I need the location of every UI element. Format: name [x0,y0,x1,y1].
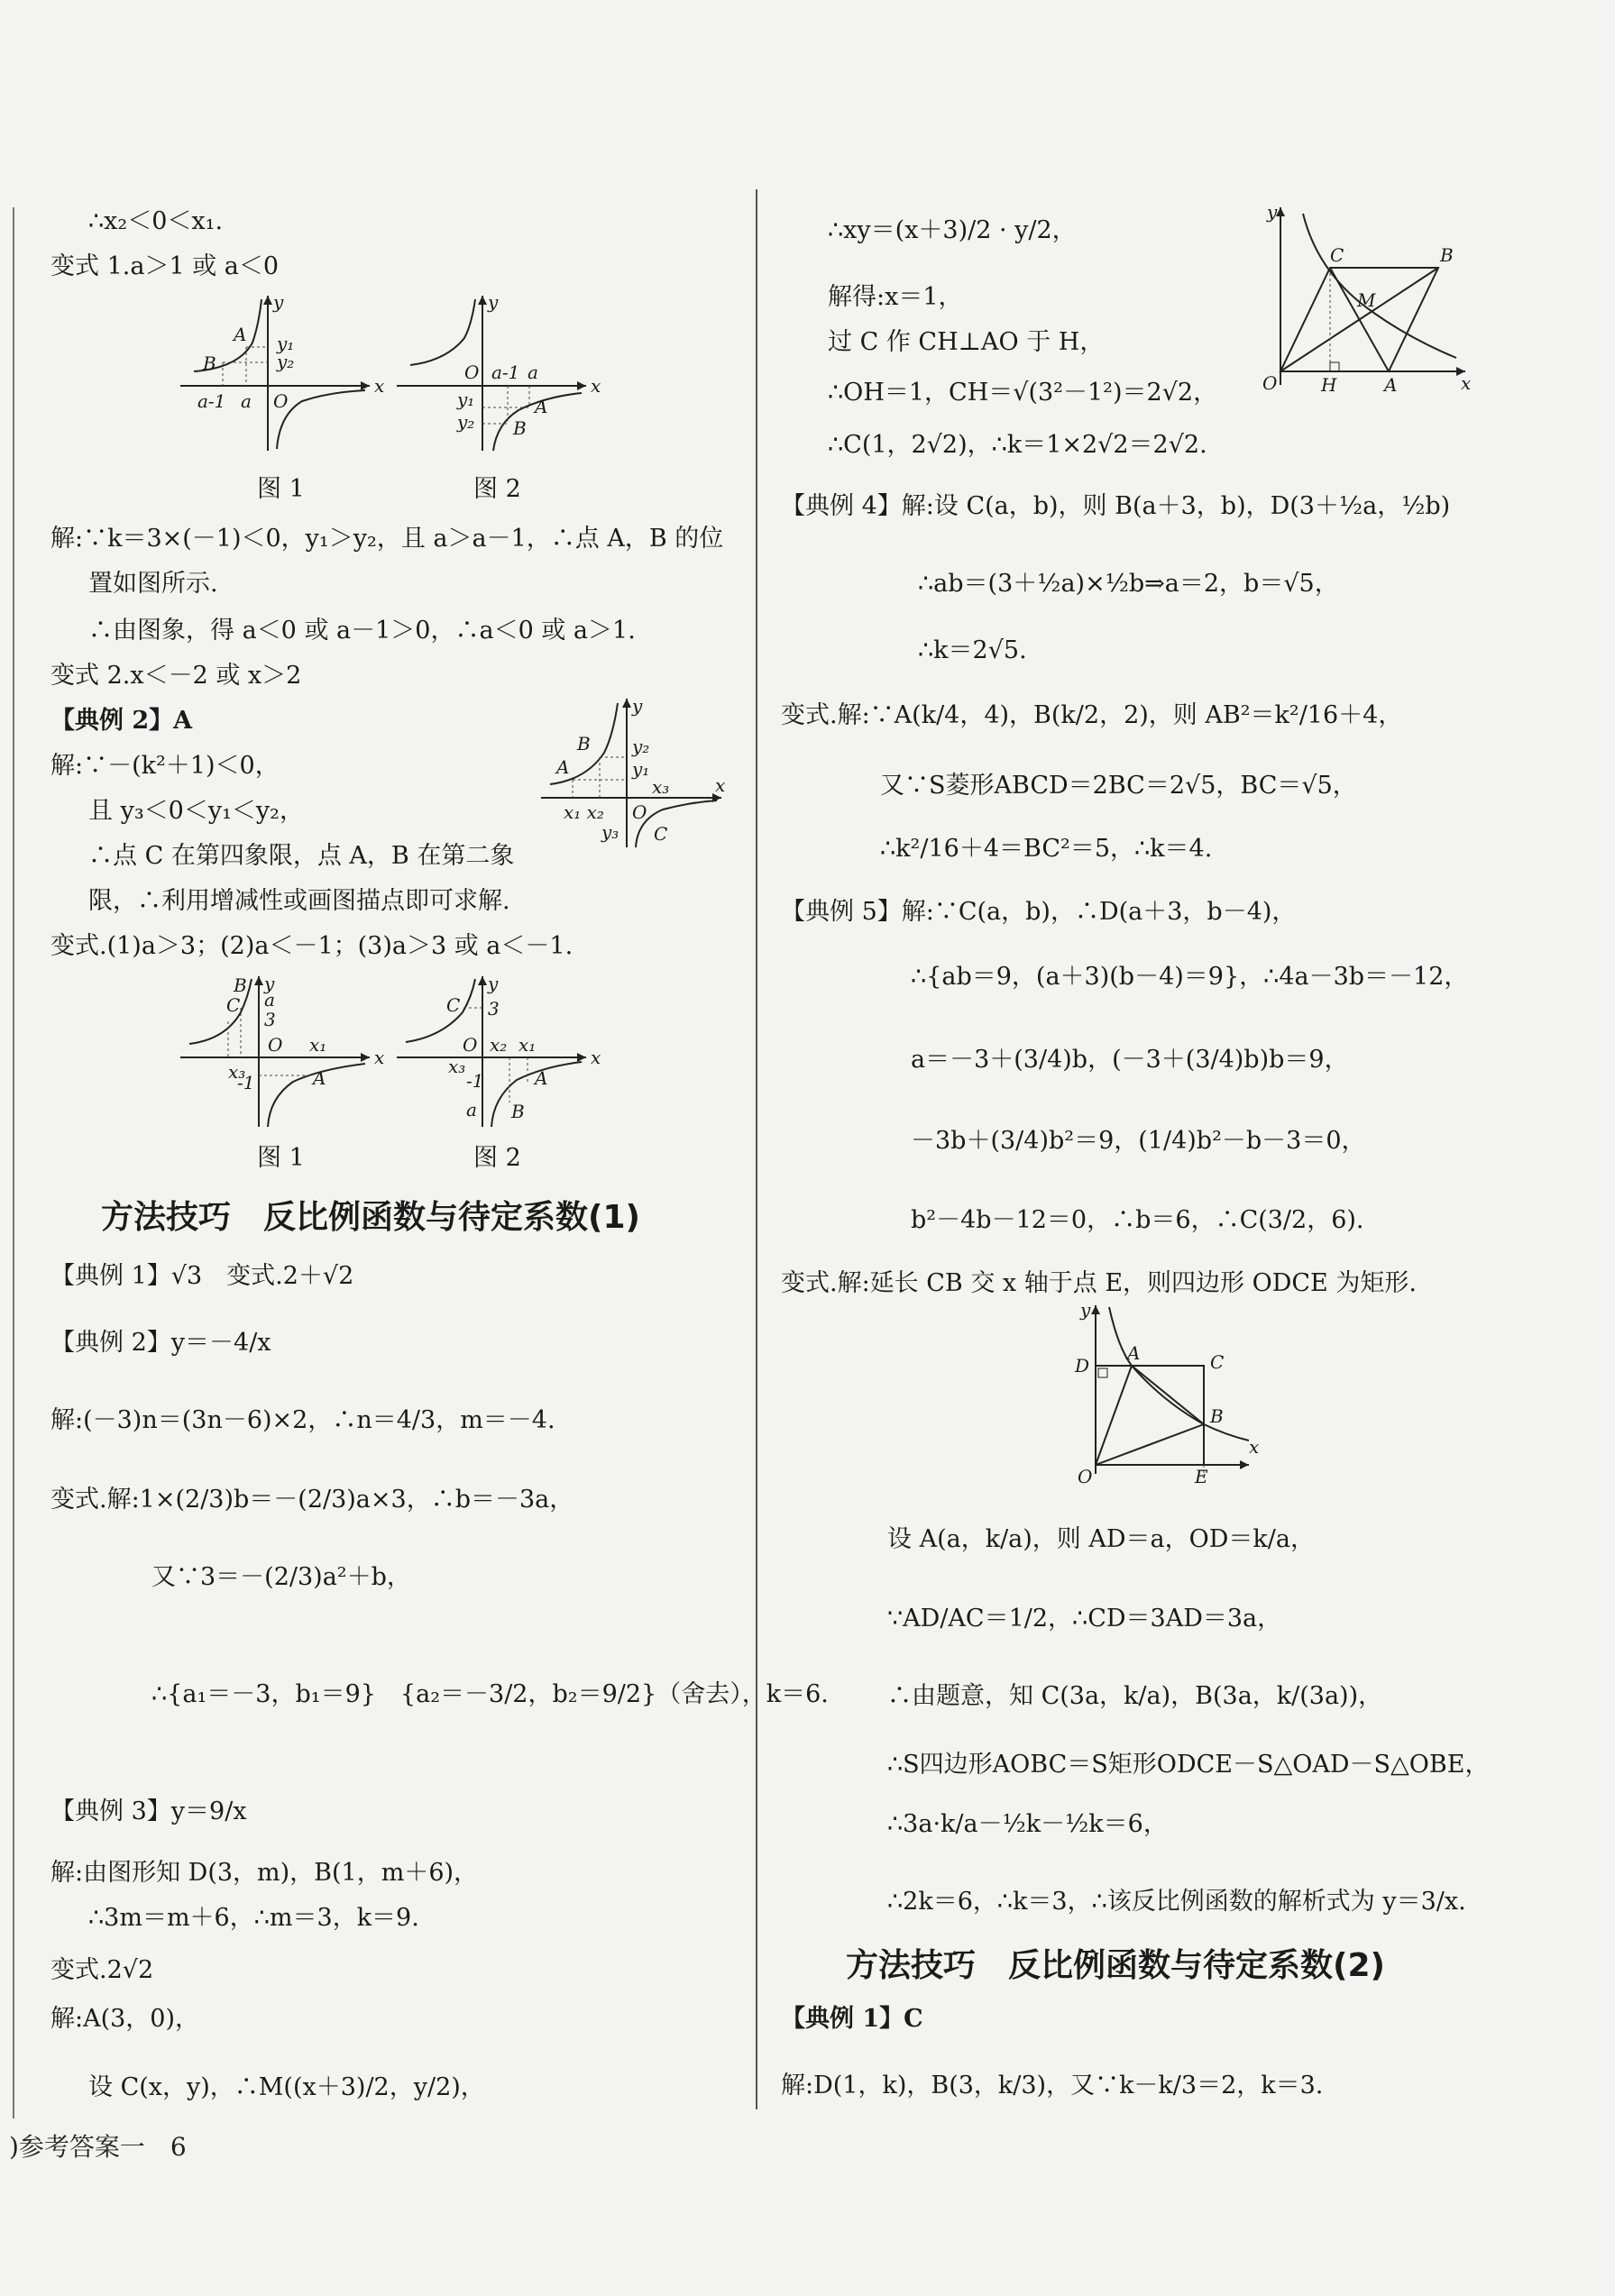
svg-text:A: A [556,756,570,778]
svg-text:A: A [535,1067,548,1089]
svg-text:-1: -1 [466,1070,484,1092]
text-line: 又∵3＝－(2/3)a²＋b， [151,1563,411,1591]
svg-text:O: O [273,390,289,412]
svg-text:C: C [226,994,241,1016]
example-heading: 【典例 2】A [50,707,193,735]
figure-rhombus [1240,200,1474,407]
svg-text:a: a [528,361,538,383]
svg-text:y₂: y₂ [457,411,475,433]
svg-text:3: 3 [264,1009,276,1030]
svg-text:3: 3 [488,998,500,1020]
figure-caption: 图 1 [257,475,305,503]
text-line: 变式.2√2 [50,1956,154,1984]
svg-text:B: B [1440,244,1454,266]
example-heading: 【典例 1】C [781,2005,923,2033]
example-heading: 【典例 1】√3 变式.2＋√2 [50,1262,354,1290]
svg-text:x: x [591,1047,601,1068]
svg-text:O: O [463,1034,478,1056]
text-line: 变式.解:∵A(k/4，4)，B(k/2，2)，则 AB²＝k²/16＋4， [781,701,1403,729]
svg-text:A: A [1127,1342,1141,1364]
text-line: ∵AD/AC＝1/2，∴CD＝3AD＝3a， [887,1605,1282,1633]
text-line: ∴{a₁＝－3，b₁＝9} {a₂＝－3/2，b₂＝9/2}（舍去），k＝6. [151,1680,829,1708]
text-line: 且 y₃＜0＜y₁＜y₂， [88,797,304,825]
svg-text:A: A [1384,374,1398,396]
figure-hyperbola-2 [392,288,600,455]
text-line: ∴C(1，2√2)，∴k＝1×2√2＝2√2. [828,431,1207,459]
figure-caption: 图 2 [473,1144,521,1172]
text-line: ∴{ab＝9，(a＋3)(b－4)＝9}，∴4a－3b＝－12， [911,963,1469,991]
svg-text:D: D [1075,1355,1090,1377]
text-line: ∴k＝2√5. [918,636,1027,664]
figure-caption: 图 1 [257,1144,305,1172]
text-line: 解:(－3)n＝(3n－6)×2，∴n＝4/3，m＝－4. [50,1406,555,1434]
svg-text:y₂: y₂ [632,736,650,757]
text-line: ∴3m＝m＋6，∴m＝3，k＝9. [88,1904,419,1932]
figure-caption: 图 2 [473,475,521,503]
svg-text:-1: -1 [237,1072,255,1093]
svg-text:x₃: x₃ [228,1061,246,1083]
text-line: 又∵S菱形ABCD＝2BC＝2√5，BC＝√5， [880,772,1357,800]
text-line: 限，∴利用增减性或画图描点即可求解. [88,887,510,915]
text-line: 解:由图形知 D(3，m)，B(1，m＋6)， [50,1859,479,1887]
svg-text:B: B [234,974,247,996]
svg-text:C: C [1210,1351,1225,1373]
text-line: 解:∵－(k²＋1)＜0， [50,752,280,780]
example-heading: 【典例 3】y＝9/x [50,1797,247,1825]
text-line: 设 C(x，y)，∴M((x＋3)/2，y/2)， [88,2073,485,2101]
example-heading: 【典例 2】y＝－4/x [50,1329,271,1357]
left-margin-rule [13,207,14,2118]
svg-text:A: A [535,396,548,417]
svg-text:O: O [268,1034,283,1056]
figure-hyperbola-1 [176,288,383,455]
text-line: 变式 2.x＜－2 或 x＞2 [50,662,302,690]
page-footer: )参考答案一 6 [9,2132,187,2162]
svg-text:x: x [715,774,726,796]
text-line: ∴由图象，得 a＜0 或 a－1＞0，∴a＜0 或 a＞1. [88,617,636,645]
svg-text:A: A [313,1067,326,1089]
svg-text:x₁: x₁ [518,1034,537,1056]
section-heading: 方法技巧 反比例函数与待定系数(2) [846,1947,1385,1984]
text-line: 变式.(1)a＞3；(2)a＜－1；(3)a＞3 或 a＜－1. [50,932,574,960]
text-line: 解:A(3，0)， [50,2005,200,2033]
text-line: 置如图所示. [88,570,218,598]
svg-text:x₂: x₂ [490,1034,508,1056]
text-line: 设 A(a，k/a)，则 AD＝a，OD＝k/a， [887,1525,1315,1553]
text-line: ∴3a·k/a－½k－½k＝6， [887,1810,1168,1838]
figure-variant-1 [176,972,383,1130]
text-line: －3b＋(3/4)b²＝9，(1/4)b²－b－3＝0， [911,1127,1366,1155]
svg-text:x: x [1249,1436,1260,1458]
svg-text:y: y [488,291,499,313]
svg-text:C: C [1330,244,1344,266]
text-line: 变式 1.a＞1 或 a＜0 [50,252,280,280]
text-line: ∴S四边形AOBC＝S矩形ODCE－S△OAD－S△OBE， [887,1751,1490,1779]
svg-text:y: y [488,973,499,994]
svg-text:a: a [466,1099,477,1121]
svg-text:y: y [273,291,284,313]
svg-text:A: A [234,324,247,345]
svg-text:x: x [374,375,385,397]
svg-text:x: x [1461,372,1472,394]
text-line: 解:∵k＝3×(－1)＜0，y₁＞y₂，且 a＞a－1，∴点 A，B 的位 [50,525,724,553]
svg-text:x: x [374,1047,385,1068]
figure-variant-2 [392,972,600,1130]
column-divider [756,189,757,2109]
text-line: 变式.解:延长 CB 交 x 轴于点 E，则四边形 ODCE 为矩形. [781,1269,1417,1297]
svg-text:x₃: x₃ [652,776,670,798]
svg-text:B: B [1210,1405,1224,1427]
section-heading: 方法技巧 反比例函数与待定系数(1) [101,1199,640,1236]
figure-example-2 [537,694,730,852]
svg-text:y: y [1267,201,1278,223]
svg-text:B: B [513,417,527,439]
svg-text:a: a [241,390,252,412]
text-line: b²－4b－12＝0，∴b＝6，∴C(3/2，6). [911,1206,1364,1234]
example-heading: 【典例 5】解:∵C(a，b)，∴D(a＋3，b－4)， [781,898,1297,926]
svg-text:C: C [654,823,668,845]
svg-text:B: B [511,1101,525,1122]
text-line: ∴xy＝(x＋3)/2 · y/2， [828,216,1077,244]
svg-text:O: O [632,801,647,823]
example-heading: 【典例 4】解:设 C(a，b)，则 B(a＋3，b)，D(3＋½a，½b) [781,492,1451,520]
svg-text:O: O [464,361,480,383]
svg-text:E: E [1195,1466,1208,1487]
svg-text:a-1: a-1 [491,361,520,383]
svg-text:H: H [1321,374,1337,396]
text-line: ∴点 C 在第四象限，点 A，B 在第二象 [88,842,515,870]
text-line: 过 C 作 CH⊥AO 于 H， [828,328,1105,356]
text-line: ∴x₂＜0＜x₁. [88,207,224,235]
svg-text:y₃: y₃ [601,821,619,843]
figure-rectangle [1055,1298,1262,1487]
text-line: ∴2k＝6，∴k＝3，∴该反比例函数的解析式为 y＝3/x. [887,1888,1466,1916]
svg-text:B: B [203,352,216,374]
svg-text:M: M [1357,289,1376,311]
svg-text:x₁: x₁ [309,1034,327,1056]
svg-text:y₁: y₁ [277,333,295,354]
svg-text:x₁ x₂: x₁ x₂ [564,801,604,823]
svg-text:y₂: y₂ [277,351,295,372]
text-line: ∴OH＝1，CH＝√(3²－1²)＝2√2， [828,379,1218,407]
svg-text:y: y [1080,1299,1091,1321]
text-line: 解得:x＝1， [828,283,963,311]
svg-text:y: y [632,695,643,717]
svg-text:a: a [264,989,275,1011]
svg-text:B: B [577,733,591,755]
svg-text:y₁: y₁ [632,758,650,780]
svg-text:y: y [264,973,275,994]
svg-text:a-1: a-1 [197,390,226,412]
text-line: ∴ab＝(3＋½a)×½b⇒a＝2，b＝√5， [918,570,1339,598]
svg-text:C: C [446,994,461,1016]
svg-text:O: O [1078,1466,1093,1487]
text-line: ∴k²/16＋4＝BC²＝5，∴k＝4. [880,835,1213,863]
text-line: 解:D(1，k)，B(3，k/3)，又∵k－k/3＝2，k＝3. [781,2072,1324,2099]
svg-text:y₁: y₁ [457,389,475,410]
text-line: ∴由题意，知 C(3a，k/a)，B(3a，k/(3a))， [887,1682,1383,1710]
text-line: 变式.解:1×(2/3)b＝－(2/3)a×3，∴b＝－3a， [50,1486,574,1514]
svg-text:x₃: x₃ [448,1056,466,1077]
text-line: a＝－3＋(3/4)b，(－3＋(3/4)b)b＝9， [911,1046,1349,1074]
svg-text:x: x [591,375,601,397]
svg-text:O: O [1262,372,1278,394]
